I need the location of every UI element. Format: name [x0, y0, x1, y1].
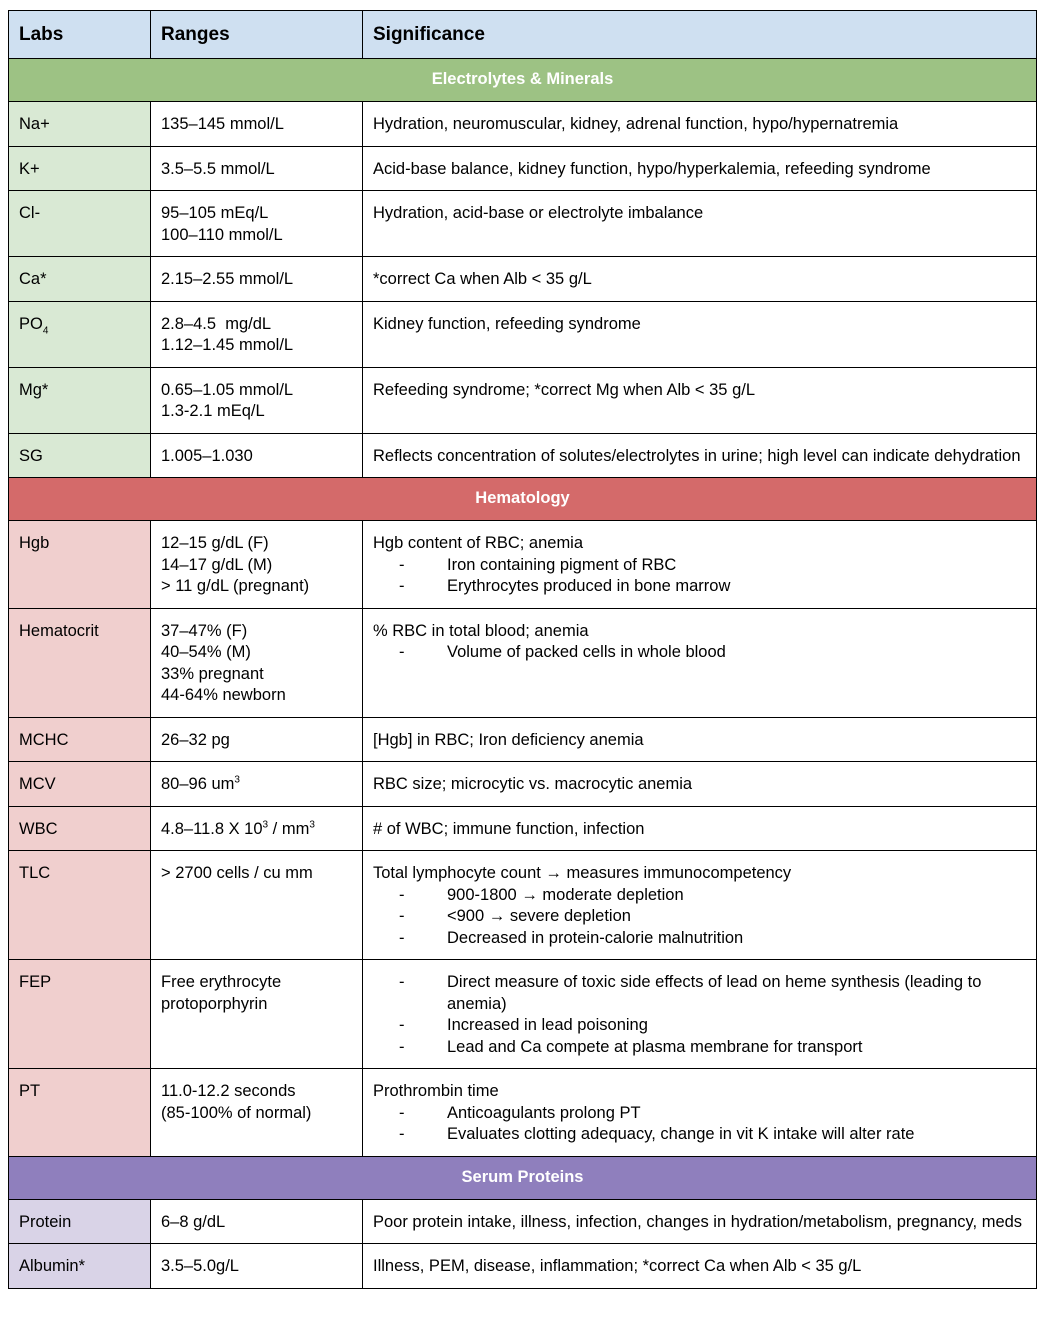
- table-row-sg: [9, 433, 1037, 478]
- table-row-pt: [9, 1069, 1037, 1157]
- range-value: (85-100% of normal): [161, 1103, 312, 1122]
- lab-name: WBC: [19, 819, 58, 838]
- range-value: 80–96 $um^3$: [161, 774, 240, 793]
- lab-name: Albumin*: [19, 1257, 86, 1275]
- bullet-text: Lead and Ca compete at plasma membrane for transport: [447, 1037, 863, 1056]
- list-item: [373, 642, 1026, 664]
- lab-name: Cl-: [19, 204, 41, 222]
- lab-name: Hgb: [19, 534, 50, 552]
- range-value: > 11 g/dL (pregnant): [161, 577, 310, 595]
- section-serum-proteins: [9, 1156, 1037, 1199]
- header-significance: Significance: [363, 11, 1037, 59]
- range-value: 26–32 pg: [161, 730, 230, 749]
- table-row-hematocrit: [9, 608, 1037, 717]
- table-row-mg: [9, 367, 1037, 433]
- bullet-text: Direct measure of toxic side effects of lead on heme synthesis (leading to anemia): [447, 973, 982, 1013]
- bullet-text: Erythrocytes produced in bone marrow: [447, 577, 731, 595]
- table-row-mchc: [9, 717, 1037, 762]
- table-row-cl: [9, 191, 1037, 257]
- significance-text: Hydration, neuromuscular, kidney, adrenal function, hypo/hypernatremia: [373, 115, 899, 133]
- list-item: [373, 885, 1026, 907]
- bullet-dash: -: [399, 928, 405, 947]
- table-row-wbc: [9, 806, 1037, 851]
- list-item: [373, 576, 1026, 598]
- table-row-po4: [9, 301, 1037, 367]
- section-title: Hematology: [9, 478, 1037, 521]
- bullet-dash: -: [399, 973, 405, 991]
- range-value: 33% pregnant: [161, 664, 264, 683]
- list-item: [373, 928, 1026, 950]
- bullet-text: 900-1800 → moderate depletion: [447, 885, 684, 904]
- bullet-text: Decreased in protein-calorie malnutrition: [447, 928, 744, 947]
- bullet-dash: -: [399, 555, 405, 574]
- range-value: 2.15–2.55 mmol/L: [161, 270, 294, 288]
- list-item: [373, 972, 1026, 1015]
- table-row-fep: [9, 960, 1037, 1069]
- lab-name: SG: [19, 446, 43, 465]
- superscript: 3: [234, 774, 240, 786]
- range-value: 1.12–1.45 mmol/L: [161, 336, 294, 354]
- bullet-dash: -: [399, 885, 405, 904]
- significance-text: Reflects concentration of solutes/electrolytes in urine; high level can indicate dehydration: [373, 446, 1021, 465]
- superscript: 3: [262, 819, 269, 830]
- range-value: 3.5–5.0g/L: [161, 1257, 239, 1275]
- bullet-dash: -: [399, 1125, 405, 1143]
- list-item: [373, 1124, 1026, 1146]
- range-value: Free erythrocyte: [161, 973, 282, 991]
- section-hematology: [9, 478, 1037, 521]
- range-value: 95–105 mEq/L: [161, 204, 269, 222]
- significance-text: Refeeding syndrome; *correct Mg when Alb < 35 g/L: [373, 380, 756, 399]
- table-row-tlc: [9, 851, 1037, 960]
- bullet-text: <900 → severe depletion: [447, 907, 631, 925]
- list-item: [373, 1015, 1026, 1037]
- range-value: protoporphyrin: [161, 994, 268, 1013]
- table-row-protein: [9, 1199, 1037, 1244]
- superscript: 3: [309, 819, 315, 830]
- list-item: [373, 906, 1026, 928]
- range-value: > 2700 cells / cu mm: [161, 864, 313, 882]
- range-value: 12–15 g/dL (F): [161, 534, 269, 552]
- range-value: 0.65–1.05 mmol/L: [161, 380, 294, 399]
- significance-text: Total lymphocyte count → measures immunocompetency: [373, 864, 792, 882]
- range-value: 40–54% (M): [161, 643, 251, 661]
- bullet-dash: -: [399, 1016, 405, 1034]
- header-row: [9, 11, 1037, 59]
- list-item: [373, 1103, 1026, 1125]
- range-value: 1.005–1.030: [161, 446, 253, 465]
- section-electrolytes: [9, 59, 1037, 102]
- table-row-hgb: [9, 521, 1037, 609]
- bullet-dash: -: [399, 907, 405, 925]
- lab-name: $PO_4$: [19, 314, 49, 336]
- range-value: 37–47% (F): [161, 621, 248, 640]
- significance-text: Hgb content of RBC; anemia: [373, 534, 584, 552]
- significance-text: Hydration, acid-base or electrolyte imbalance: [373, 204, 704, 222]
- range-value: 14–17 g/dL (M): [161, 555, 273, 574]
- bullet-text: Evaluates clotting adequacy, change in vit K intake will alter rate: [447, 1125, 915, 1143]
- range-value: 2.8–4.5 mg/dL: [161, 314, 272, 333]
- lab-name: TLC: [19, 864, 51, 882]
- bullet-dash: -: [399, 1103, 405, 1122]
- lab-name: MCV: [19, 775, 56, 793]
- significance-text: Kidney function, refeeding syndrome: [373, 314, 641, 333]
- significance-text: RBC size; microcytic vs. macrocytic anemia: [373, 775, 693, 793]
- lab-name: Hematocrit: [19, 621, 99, 640]
- table-row-na: [9, 102, 1037, 147]
- significance-text: Acid-base balance, kidney function, hypo/hyperkalemia, refeeding syndrome: [373, 159, 931, 178]
- range-value: 100–110 mmol/L: [161, 225, 283, 244]
- bullet-text: Volume of packed cells in whole blood: [447, 643, 726, 661]
- table-row-ca: [9, 257, 1037, 302]
- range-value: 11.0-12.2 seconds: [161, 1082, 296, 1100]
- range-value: 3.5–5.5 mmol/L: [161, 159, 275, 178]
- range-value: 44-64% newborn: [161, 686, 286, 704]
- bullet-text: Increased in lead poisoning: [447, 1016, 648, 1034]
- lab-name: Mg*: [19, 380, 49, 399]
- lab-name: FEP: [19, 973, 52, 991]
- table-row-mcv: [9, 762, 1037, 807]
- header-ranges: Ranges: [151, 11, 363, 59]
- significance-text: [Hgb] in RBC; Iron deficiency anemia: [373, 730, 644, 749]
- section-title: Serum Proteins: [9, 1156, 1037, 1199]
- significance-text: # of WBC; immune function, infection: [373, 819, 645, 838]
- lab-name: K+: [19, 159, 40, 178]
- significance-text: Prothrombin time: [373, 1082, 499, 1100]
- header-labs: Labs: [9, 11, 151, 59]
- significance-text: Illness, PEM, disease, inflammation; *correct Ca when Alb < 35 g/L: [373, 1257, 862, 1275]
- significance-text: % RBC in total blood; anemia: [373, 621, 589, 640]
- bullet-dash: -: [399, 1037, 405, 1056]
- table-row-k: [9, 146, 1037, 191]
- range-value: 4.8–11.8 X $10^3 / mm^3$: [161, 819, 315, 838]
- lab-name: Na+: [19, 115, 50, 133]
- significance-text: *correct Ca when Alb < 35 g/L: [373, 270, 592, 288]
- bullet-dash: -: [399, 643, 405, 661]
- section-title: Electrolytes & Minerals: [9, 59, 1037, 102]
- lab-name: Protein: [19, 1212, 72, 1231]
- significance-text: Poor protein intake, illness, infection, changes in hydration/metabolism, pregnancy, meds: [373, 1212, 1023, 1231]
- range-value: 1.3-2.1 mEq/L: [161, 402, 265, 420]
- lab-name: Ca*: [19, 270, 47, 288]
- bullet-text: Anticoagulants prolong PT: [447, 1103, 641, 1122]
- list-item: [373, 1037, 1026, 1059]
- lab-values-table: [8, 10, 1037, 1289]
- subscript: 4: [42, 324, 49, 336]
- table-row-albumin: [9, 1244, 1037, 1289]
- range-value: 135–145 mmol/L: [161, 115, 284, 133]
- range-value: 6–8 g/dL: [161, 1212, 226, 1231]
- list-item: [373, 555, 1026, 577]
- bullet-text: Iron containing pigment of RBC: [447, 555, 677, 574]
- lab-name: PT: [19, 1082, 41, 1100]
- lab-name: MCHC: [19, 730, 69, 749]
- bullet-dash: -: [399, 577, 405, 595]
